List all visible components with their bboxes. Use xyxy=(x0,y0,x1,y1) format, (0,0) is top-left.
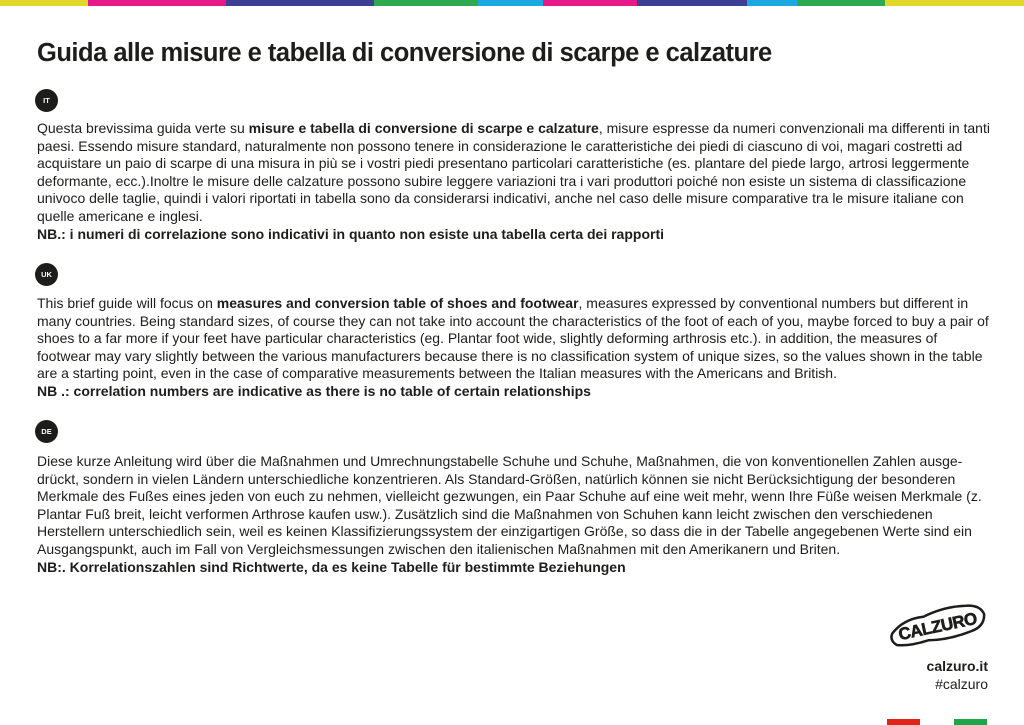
page-title: Guida alle misure e tabella di conversione di scarpe e calzature xyxy=(37,39,772,67)
color-stripe xyxy=(885,0,1024,6)
lang-badge-uk: UK xyxy=(35,263,58,286)
section-text-de xyxy=(37,453,992,576)
section-text-uk xyxy=(37,295,992,401)
top-color-bar xyxy=(0,0,1024,6)
color-stripe xyxy=(797,0,885,6)
nb-note: NB:. Korrelationszahlen sind Richtwerte, da es keine Tabelle für bestimmte Beziehungen xyxy=(37,558,626,575)
lang-badge-de: DE xyxy=(35,420,58,443)
intro-text: Questa brevissima guida verte su xyxy=(37,120,249,136)
flag-red-stripe xyxy=(887,719,920,725)
calzuro-logo xyxy=(886,598,990,654)
site-url: calzuro.it xyxy=(926,658,988,674)
color-stripe xyxy=(747,0,797,6)
nb-note: NB .: correlation numbers are indicative as there is no table of certain relationships xyxy=(37,382,591,399)
body-text: , misure espresse da numeri convenzionali ma differenti in tanti paesi. Essendo misure standard, naturalmente non possono tenere in considerazione le caratteristiche dei piedi di ciascuno di voi, magari costretti ad acquistare un paio di scarpe di una misura in più se i vostri piedi presentano particolari caratteristiche (es. plantare del piede largo, artrosi leggermente deformante, ecc.).Inoltre le misure delle calzature possono subire leggere variazioni tra i vari produttori poiché non esiste un sistema di classificazione univoco delle taglie, quindi i valori riportati in tabella sono da considerarsi indicativi, anche nel caso delle misure comparative tra le misure italiane con quelle americane e inglesi. xyxy=(37,120,990,224)
nb-note: NB.: i numeri di correlazione sono indicativi in quanto non esiste una tabella certa dei rapporti xyxy=(37,225,664,242)
color-stripe xyxy=(543,0,637,6)
color-stripe xyxy=(226,0,374,6)
bold-text: misure e tabella di conversione di scarpe e calzature xyxy=(248,120,599,136)
color-stripe xyxy=(374,0,478,6)
color-stripe xyxy=(0,0,88,6)
color-stripe xyxy=(88,0,226,6)
color-stripe xyxy=(637,0,747,6)
lang-badge-it: IT xyxy=(35,89,58,112)
hashtag: #calzuro xyxy=(935,676,988,692)
section-text-it xyxy=(37,120,992,243)
intro-text: Diese kurze Anleitung wird über die Maßnahmen und Umrechnungstabelle Schuhe und Schuhe, Maßnahmen, die von konventionellen Zahlen ausge-drückt, sondern in vielen Ländern unterschiedliche konzentrieren. Als Standard-Größen, natürlich können sie nicht Berücksichtigung der besonderen Merkmale des Fußes eines jeden von euch zu nehmen, vielleicht gezwungen, ein Paar Schuhe auf eine weit mehr, wenn Ihre Füße weisen Merkmale (z. Plantar Fuß breit, leicht verformen Arthrose kaufen usw.). Zusätzlich sind die Maßnahmen von Schuhen kann leicht zwischen den verschiedenen Herstellern unterschiedlich sein, weil es keinen Klassifizierungssystem der einzigartigen Größe, so dass die in der Tabelle angegebenen Werte sind ein Ausgangspunkt, auch im Fall von Vergleichsmessungen zwischen den italienischen Maßnahmen mit den Amerikanern und Briten. xyxy=(37,453,982,557)
bold-text: measures and conversion table of shoes and footwear xyxy=(216,295,579,311)
flag-green-stripe xyxy=(954,719,987,725)
intro-text: This brief guide will focus on xyxy=(37,295,217,311)
logo-wordmark: CALZURO xyxy=(896,608,979,645)
body-text: , measures expressed by conventional numbers but different in many countries. Being standard sizes, of course they can not take into account the characteristics of the foot of each of you, maybe forced to buy a pair of shoes to a far more if your feet have particular characteristics (eg. Plantar foot wide, slightly deforming arthrosis etc.). in addition, the measures of footwear may vary slightly between the various manufacturers because there is no classification system of unique sizes, so the values shown in the table are a starting point, even in the case of comparative measurements between the Italian measures with the Americans and British. xyxy=(37,295,989,382)
color-stripe xyxy=(478,0,543,6)
